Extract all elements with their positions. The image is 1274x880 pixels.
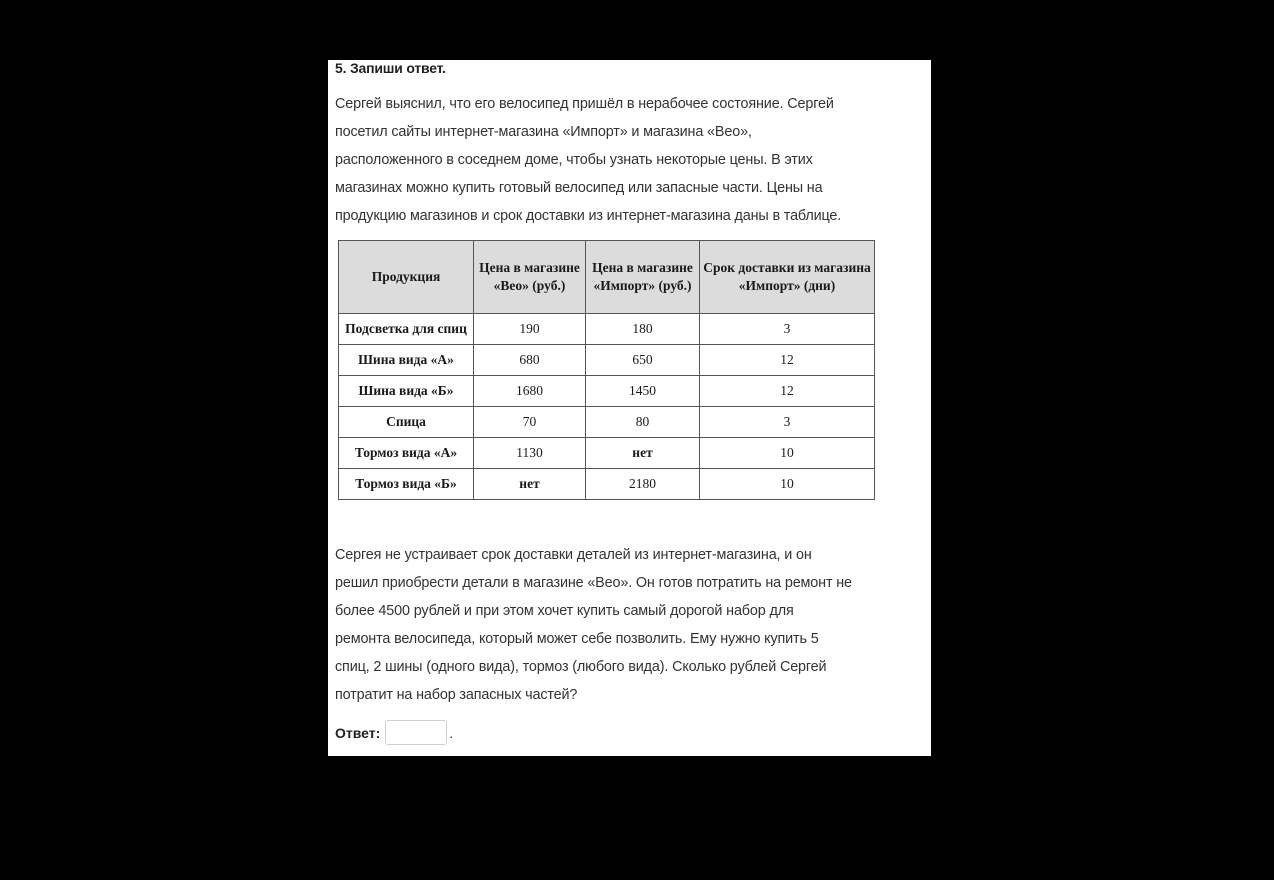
task-title: 5. Запиши ответ.	[335, 60, 446, 76]
question-line: потратит на набор запасных частей?	[335, 687, 578, 703]
intro-line: продукцию магазинов и срок доставки из интернет-магазина даны в таблице.	[335, 208, 842, 224]
intro-line: магазинах можно купить готовый велосипед или запасные части. Цены на	[335, 180, 823, 196]
task-intro	[335, 90, 920, 230]
cell-delivery: 3	[700, 407, 875, 438]
cell-price-veo: 190	[474, 314, 586, 345]
cell-price-import: нет	[586, 438, 700, 469]
header-product: Продукция	[339, 241, 474, 314]
answer-input[interactable]	[385, 720, 447, 745]
cell-product: Шина вида «Б»	[339, 376, 474, 407]
table-header-row	[339, 241, 875, 314]
cell-price-veo: 70	[474, 407, 586, 438]
cell-price-import: 80	[586, 407, 700, 438]
cell-product: Шина вида «А»	[339, 345, 474, 376]
header-price-import: Цена в магазине «Импорт» (руб.)	[586, 241, 700, 314]
question-line: решил приобрести детали в магазине «Вео». Он готов потратить на ремонт не	[335, 575, 852, 591]
task-card	[328, 60, 931, 756]
cell-price-import: 2180	[586, 469, 700, 500]
answer-label: Ответ:	[335, 724, 381, 741]
header-price-veo: Цена в магазине «Вео» (руб.)	[474, 241, 586, 314]
cell-price-veo: 1130	[474, 438, 586, 469]
cell-price-veo: 680	[474, 345, 586, 376]
cell-price-import: 180	[586, 314, 700, 345]
cell-product: Тормоз вида «Б»	[339, 469, 474, 500]
cell-delivery: 12	[700, 376, 875, 407]
price-table	[338, 240, 875, 500]
question-line: ремонта велосипеда, который может себе позволить. Ему нужно купить 5	[335, 631, 819, 647]
cell-product: Подсветка для спиц	[339, 314, 474, 345]
cell-price-import: 650	[586, 345, 700, 376]
table-row	[339, 345, 875, 376]
cell-price-veo: нет	[474, 469, 586, 500]
table-row	[339, 469, 875, 500]
cell-product: Спица	[339, 407, 474, 438]
cell-price-import: 1450	[586, 376, 700, 407]
question-line: спиц, 2 шины (одного вида), тормоз (любого вида). Сколько рублей Сергей	[335, 659, 827, 675]
answer-suffix: .	[449, 724, 454, 741]
table-row	[339, 438, 875, 469]
table-row	[339, 314, 875, 345]
table-row	[339, 407, 875, 438]
cell-delivery: 12	[700, 345, 875, 376]
header-delivery-import: Срок доставки из магазина «Импорт» (дни)	[700, 241, 875, 314]
table-row	[339, 376, 875, 407]
cell-delivery: 10	[700, 469, 875, 500]
question-line: Сергея не устраивает срок доставки деталей из интернет-магазина, и он	[335, 547, 812, 563]
cell-price-veo: 1680	[474, 376, 586, 407]
intro-line: посетил сайты интернет-магазина «Импорт» и магазина «Вео»,	[335, 124, 752, 140]
answer-row	[335, 720, 453, 745]
question-line: более 4500 рублей и при этом хочет купить самый дорогой набор для	[335, 603, 794, 619]
cell-delivery: 3	[700, 314, 875, 345]
cell-delivery: 10	[700, 438, 875, 469]
intro-line: Сергей выяснил, что его велосипед пришёл в нерабочее состояние. Сергей	[335, 96, 834, 112]
task-question	[335, 541, 920, 709]
intro-line: расположенного в соседнем доме, чтобы узнать некоторые цены. В этих	[335, 152, 813, 168]
cell-product: Тормоз вида «А»	[339, 438, 474, 469]
